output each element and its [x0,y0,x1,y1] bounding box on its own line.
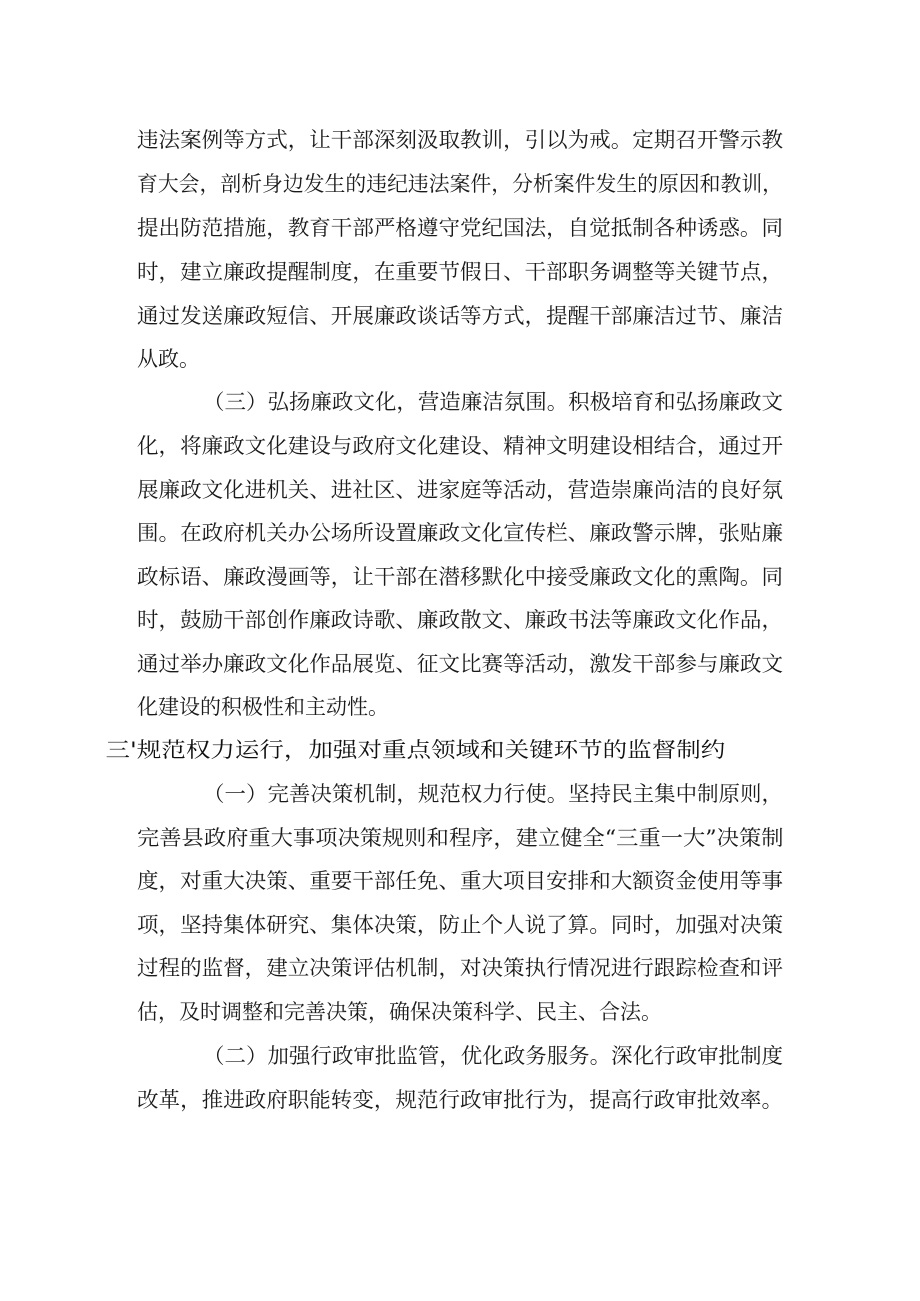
text-line: 提出防范措施，教育干部严格遵守党纪国法，自觉抵制各种诱惑。同 [137,216,783,240]
text-line: 项，坚持集体研究、集体决策，防止个人说了算。同时，加强对决策 [137,913,783,937]
text-line: 违法案例等方式，让干部深刻汲取教训，引以为戒。定期召开警示教 [137,128,783,152]
text-line: 通过举办廉政文化作品展览、征文比赛等活动，激发干部参与廉政文 [137,652,783,676]
text-line: （一）完善决策机制，规范权力行使。坚持民主集中制原则， [203,782,783,806]
text-line: （二）加强行政审批监管，优化政务服务。深化行政审批制度 [203,1044,783,1068]
section-heading: 三'规范权力运行，加强对重点领域和关键环节的监督制约 [105,738,726,762]
text-line: 度，对重大决策、重要干部任免、重大项目安排和大额资金使用等事 [137,869,783,893]
text-line: 围。在政府机关办公场所设置廉政文化宣传栏、廉政警示牌，张贴廉 [137,521,783,545]
text-line: 化，将廉政文化建设与政府文化建设、精神文明建设相结合，通过开 [137,434,783,458]
text-line: （三）弘扬廉政文化，营造廉洁氛围。积极培育和弘扬廉政文 [203,390,783,414]
text-line: 过程的监督，建立决策评估机制，对决策执行情况进行跟踪检查和评 [137,956,783,980]
text-line: 育大会，剖析身边发生的违纪违法案件，分析案件发生的原因和教训， [137,172,783,196]
text-line: 时，鼓励干部创作廉政诗歌、廉政散文、廉政书法等廉政文化作品， [137,608,783,632]
text-line: 改革，推进政府职能转变，规范行政审批行为，提高行政审批效率。 [137,1088,783,1112]
text-line: 政标语、廉政漫画等，让干部在潜移默化中接受廉政文化的熏陶。同 [137,565,783,589]
text-line: 估，及时调整和完善决策，确保决策科学、民主、合法。 [137,1000,662,1024]
text-line: 时，建立廉政提醒制度，在重要节假日、干部职务调整等关键节点， [137,260,783,284]
text-line: 从政。 [137,347,200,371]
text-line: 通过发送廉政短信、开展廉政谈话等方式，提醒干部廉洁过节、廉洁 [137,304,783,328]
text-line: 完善县政府重大事项决策规则和程序，建立健全“三重一大”决策制 [137,826,784,850]
text-line: 展廉政文化进机关、进社区、进家庭等活动，营造崇廉尚洁的良好氛 [137,478,783,502]
text-line: 化建设的积极性和主动性。 [137,695,389,719]
